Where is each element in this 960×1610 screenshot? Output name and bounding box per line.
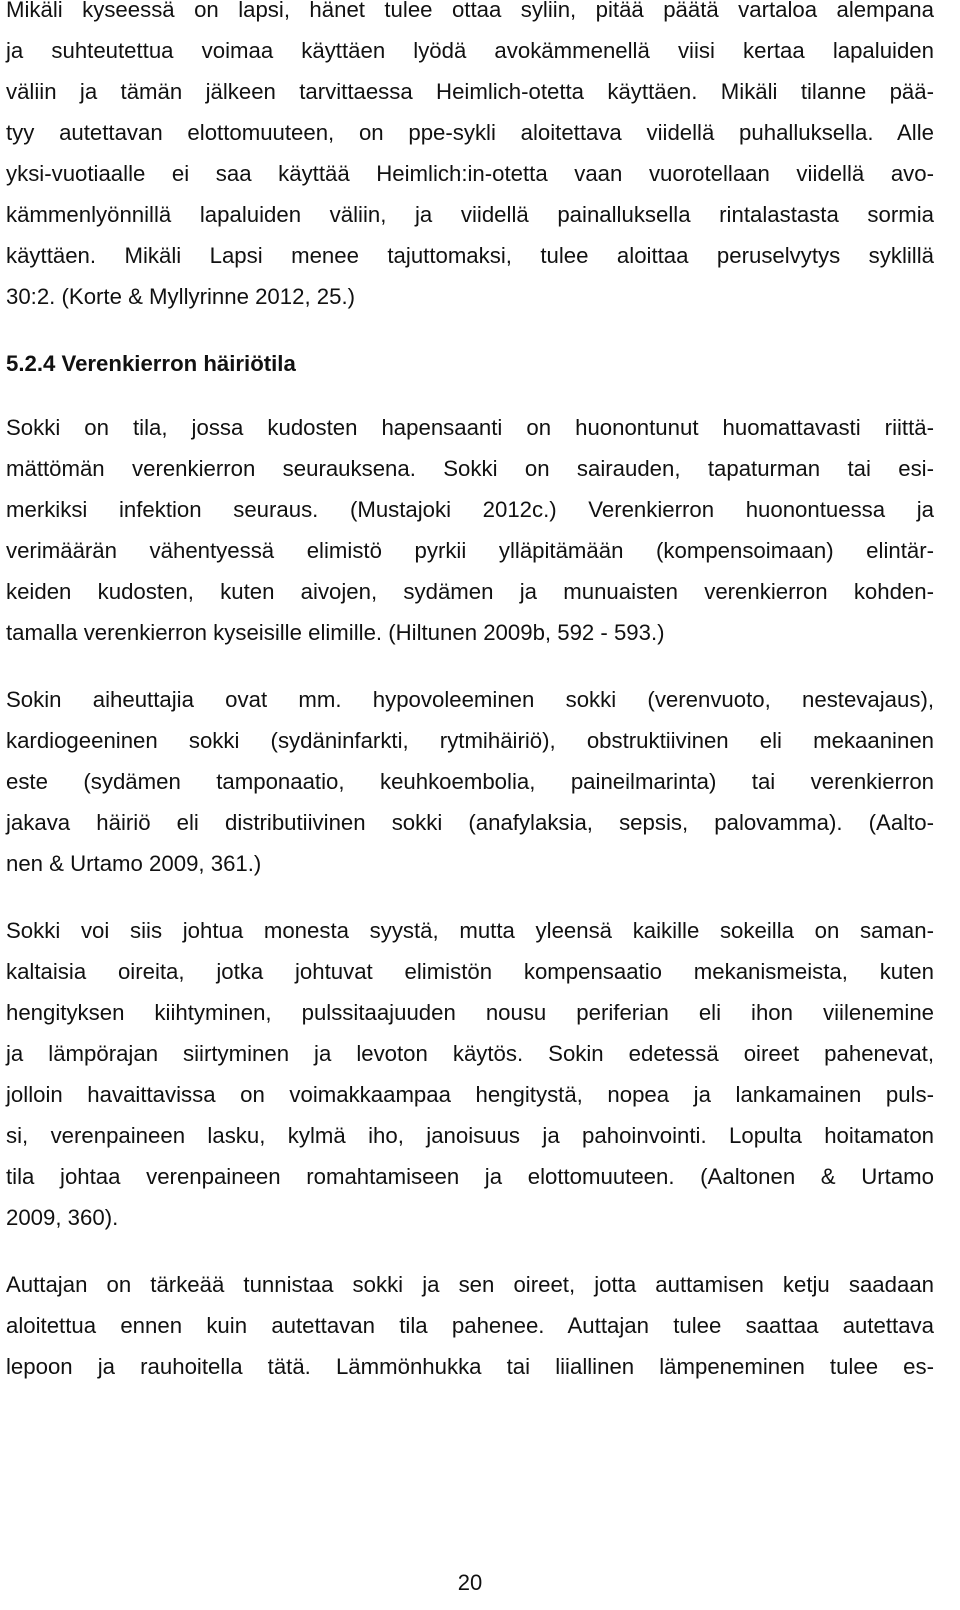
text-line: Auttajan on tärkeää tunnistaa sokki ja sen oireet, jotta auttamisen ketju saadaan — [6, 1272, 934, 1297]
text-line: hengityksen kiihtyminen, pulssitaajuuden nousu periferian eli ihon viilenemine — [6, 1000, 934, 1025]
text-line: Mikäli kyseessä on lapsi, hänet tulee ottaa syliin, pitää päätä vartaloa alempana — [6, 0, 934, 22]
section-heading: 5.2.4 Verenkierron häiriötila — [6, 351, 296, 376]
text-line: tila johtaa verenpaineen romahtamiseen ja elottomuuteen. (Aaltonen & Urtamo — [6, 1164, 934, 1189]
text-line: käyttäen. Mikäli Lapsi menee tajuttomaksi, tulee aloittaa peruselvytys syklillä — [6, 243, 934, 268]
paragraph — [6, 914, 934, 1242]
spacer — [6, 381, 934, 411]
text-line: Sokin aiheuttajia ovat mm. hypovoleeminen sokki (verenvuoto, nestevajaus), — [6, 687, 934, 712]
text-line: ja suhteutettua voimaa käyttäen lyödä avokämmenellä viisi kertaa lapaluiden — [6, 38, 934, 63]
paragraph — [6, 411, 934, 657]
text-line: tamalla verenkierron kyseisille elimille. (Hiltunen 2009b, 592 - 593.) — [6, 620, 665, 645]
text-line: mättömän verenkierron seurauksena. Sokki on sairauden, tapaturman tai esi- — [6, 456, 934, 481]
text-line: ja lämpörajan siirtyminen ja levoton käytös. Sokin edetessä oireet pahenevat, — [6, 1041, 934, 1066]
text-line: 30:2. (Korte & Myllyrinne 2012, 25.) — [6, 284, 356, 309]
text-line: jakava häiriö eli distributiivinen sokki (anafylaksia, sepsis, palovamma). (Aalto- — [6, 810, 934, 835]
spacer — [6, 321, 934, 347]
text-line: yksi-vuotiaalle ei saa käyttää Heimlich:in-otetta vaan vuorotellaan viidellä avo- — [6, 161, 934, 186]
text-line: kardiogeeninen sokki (sydäninfarkti, rytmihäiriö), obstruktiivinen eli mekaaninen — [6, 728, 934, 753]
paragraph — [6, 683, 934, 888]
spacer — [6, 1242, 934, 1268]
spacer — [6, 657, 934, 683]
text-line: merkiksi infektion seuraus. (Mustajoki 2012c.) Verenkierron huonontuessa ja — [6, 497, 934, 522]
text-line: 2009, 360). — [6, 1205, 119, 1230]
page-number: 20 — [457, 1570, 483, 1595]
text-line: väliin ja tämän jälkeen tarvittaessa Heimlich-otetta käyttäen. Mikäli tilanne pää- — [6, 79, 934, 104]
text-line: este (sydämen tamponaatio, keuhkoembolia, paineilmarinta) tai verenkierron — [6, 769, 934, 794]
text-line: tyy autettavan elottomuuteen, on ppe-sykli aloitettava viidellä puhalluksella. Alle — [6, 120, 934, 145]
text-line: Sokki voi siis johtua monesta syystä, mutta yleensä kaikille sokeilla on saman- — [6, 918, 934, 943]
text-line: kaltaisia oireita, jotka johtuvat elimistön kompensaatio mekanismeista, kuten — [6, 959, 934, 984]
text-line: si, verenpaineen lasku, kylmä iho, janoisuus ja pahoinvointi. Lopulta hoitamaton — [6, 1123, 934, 1148]
text-line: jolloin havaittavissa on voimakkaampaa hengitystä, nopea ja lankamainen puls- — [6, 1082, 934, 1107]
text-line: Sokki on tila, jossa kudosten hapensaanti on huonontunut huomattavasti riittä- — [6, 415, 934, 440]
paragraph — [6, 0, 934, 321]
text-line: nen & Urtamo 2009, 361.) — [6, 851, 262, 876]
text-line: verimäärän vähentyessä elimistö pyrkii ylläpitämään (kompensoimaan) elintär- — [6, 538, 934, 563]
text-line: kämmenlyönnillä lapaluiden väliin, ja viidellä painalluksella rintalastasta sormia — [6, 202, 934, 227]
text-line: aloitettua ennen kuin autettavan tila pahenee. Auttajan tulee saattaa autettava — [6, 1313, 934, 1338]
text-line: lepoon ja rauhoitella tätä. Lämmönhukka tai liiallinen lämpeneminen tulee es- — [6, 1354, 934, 1379]
text-line: keiden kudosten, kuten aivojen, sydämen ja munuaisten verenkierron kohden- — [6, 579, 934, 604]
page-body — [6, 0, 934, 1391]
paragraph — [6, 1268, 934, 1391]
spacer — [6, 888, 934, 914]
